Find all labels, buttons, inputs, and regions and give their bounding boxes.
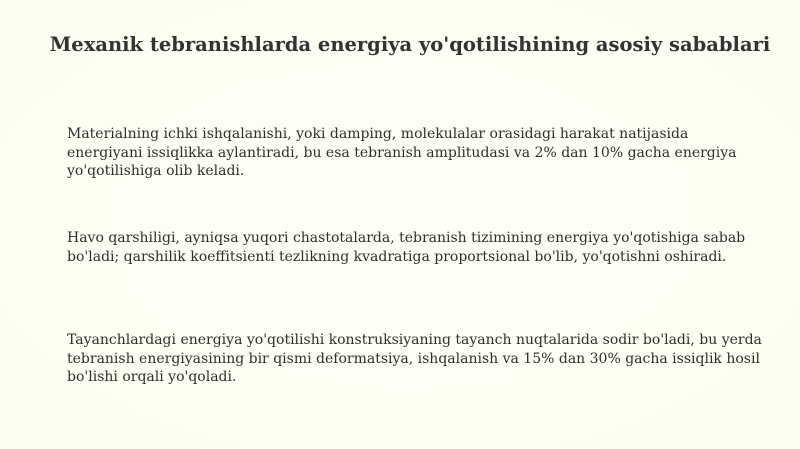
paragraph-internal-friction: Materialning ichki ishqalanishi, yoki damping, molekulalar orasidagi harakat natijasida energiyani issiqlikka aylantiradi, bu esa tebranish amplitudasi va 2% dan 10% gacha energiya yo'qotilishiga olib keladi. (67, 126, 737, 179)
paragraph-air-resistance: Havo qarshiligi, ayniqsa yuqori chastotalarda, tebranish tizimining energiya yo'qotishiga sabab bo'ladi; qarshilik koeffitsienti tezlikning kvadratiga proportsional bo'lib, yo'qotishni oshiradi. (67, 230, 746, 265)
paragraph-support-losses: Tayanchlardagi energiya yo'qotilishi konstruksiyaning tayanch nuqtalarida sodir bo'ladi, bu yerda tebranish energiyasining bir qismi deformatsiya, ishqalanish va 15% dan 30% gacha issiqlik hosil bo'lishi orqali yo'qoladi. (67, 332, 762, 385)
slide-title: Mexanik tebranishlarda energiya yo'qotilishining asosiy sabablari (49, 33, 771, 56)
